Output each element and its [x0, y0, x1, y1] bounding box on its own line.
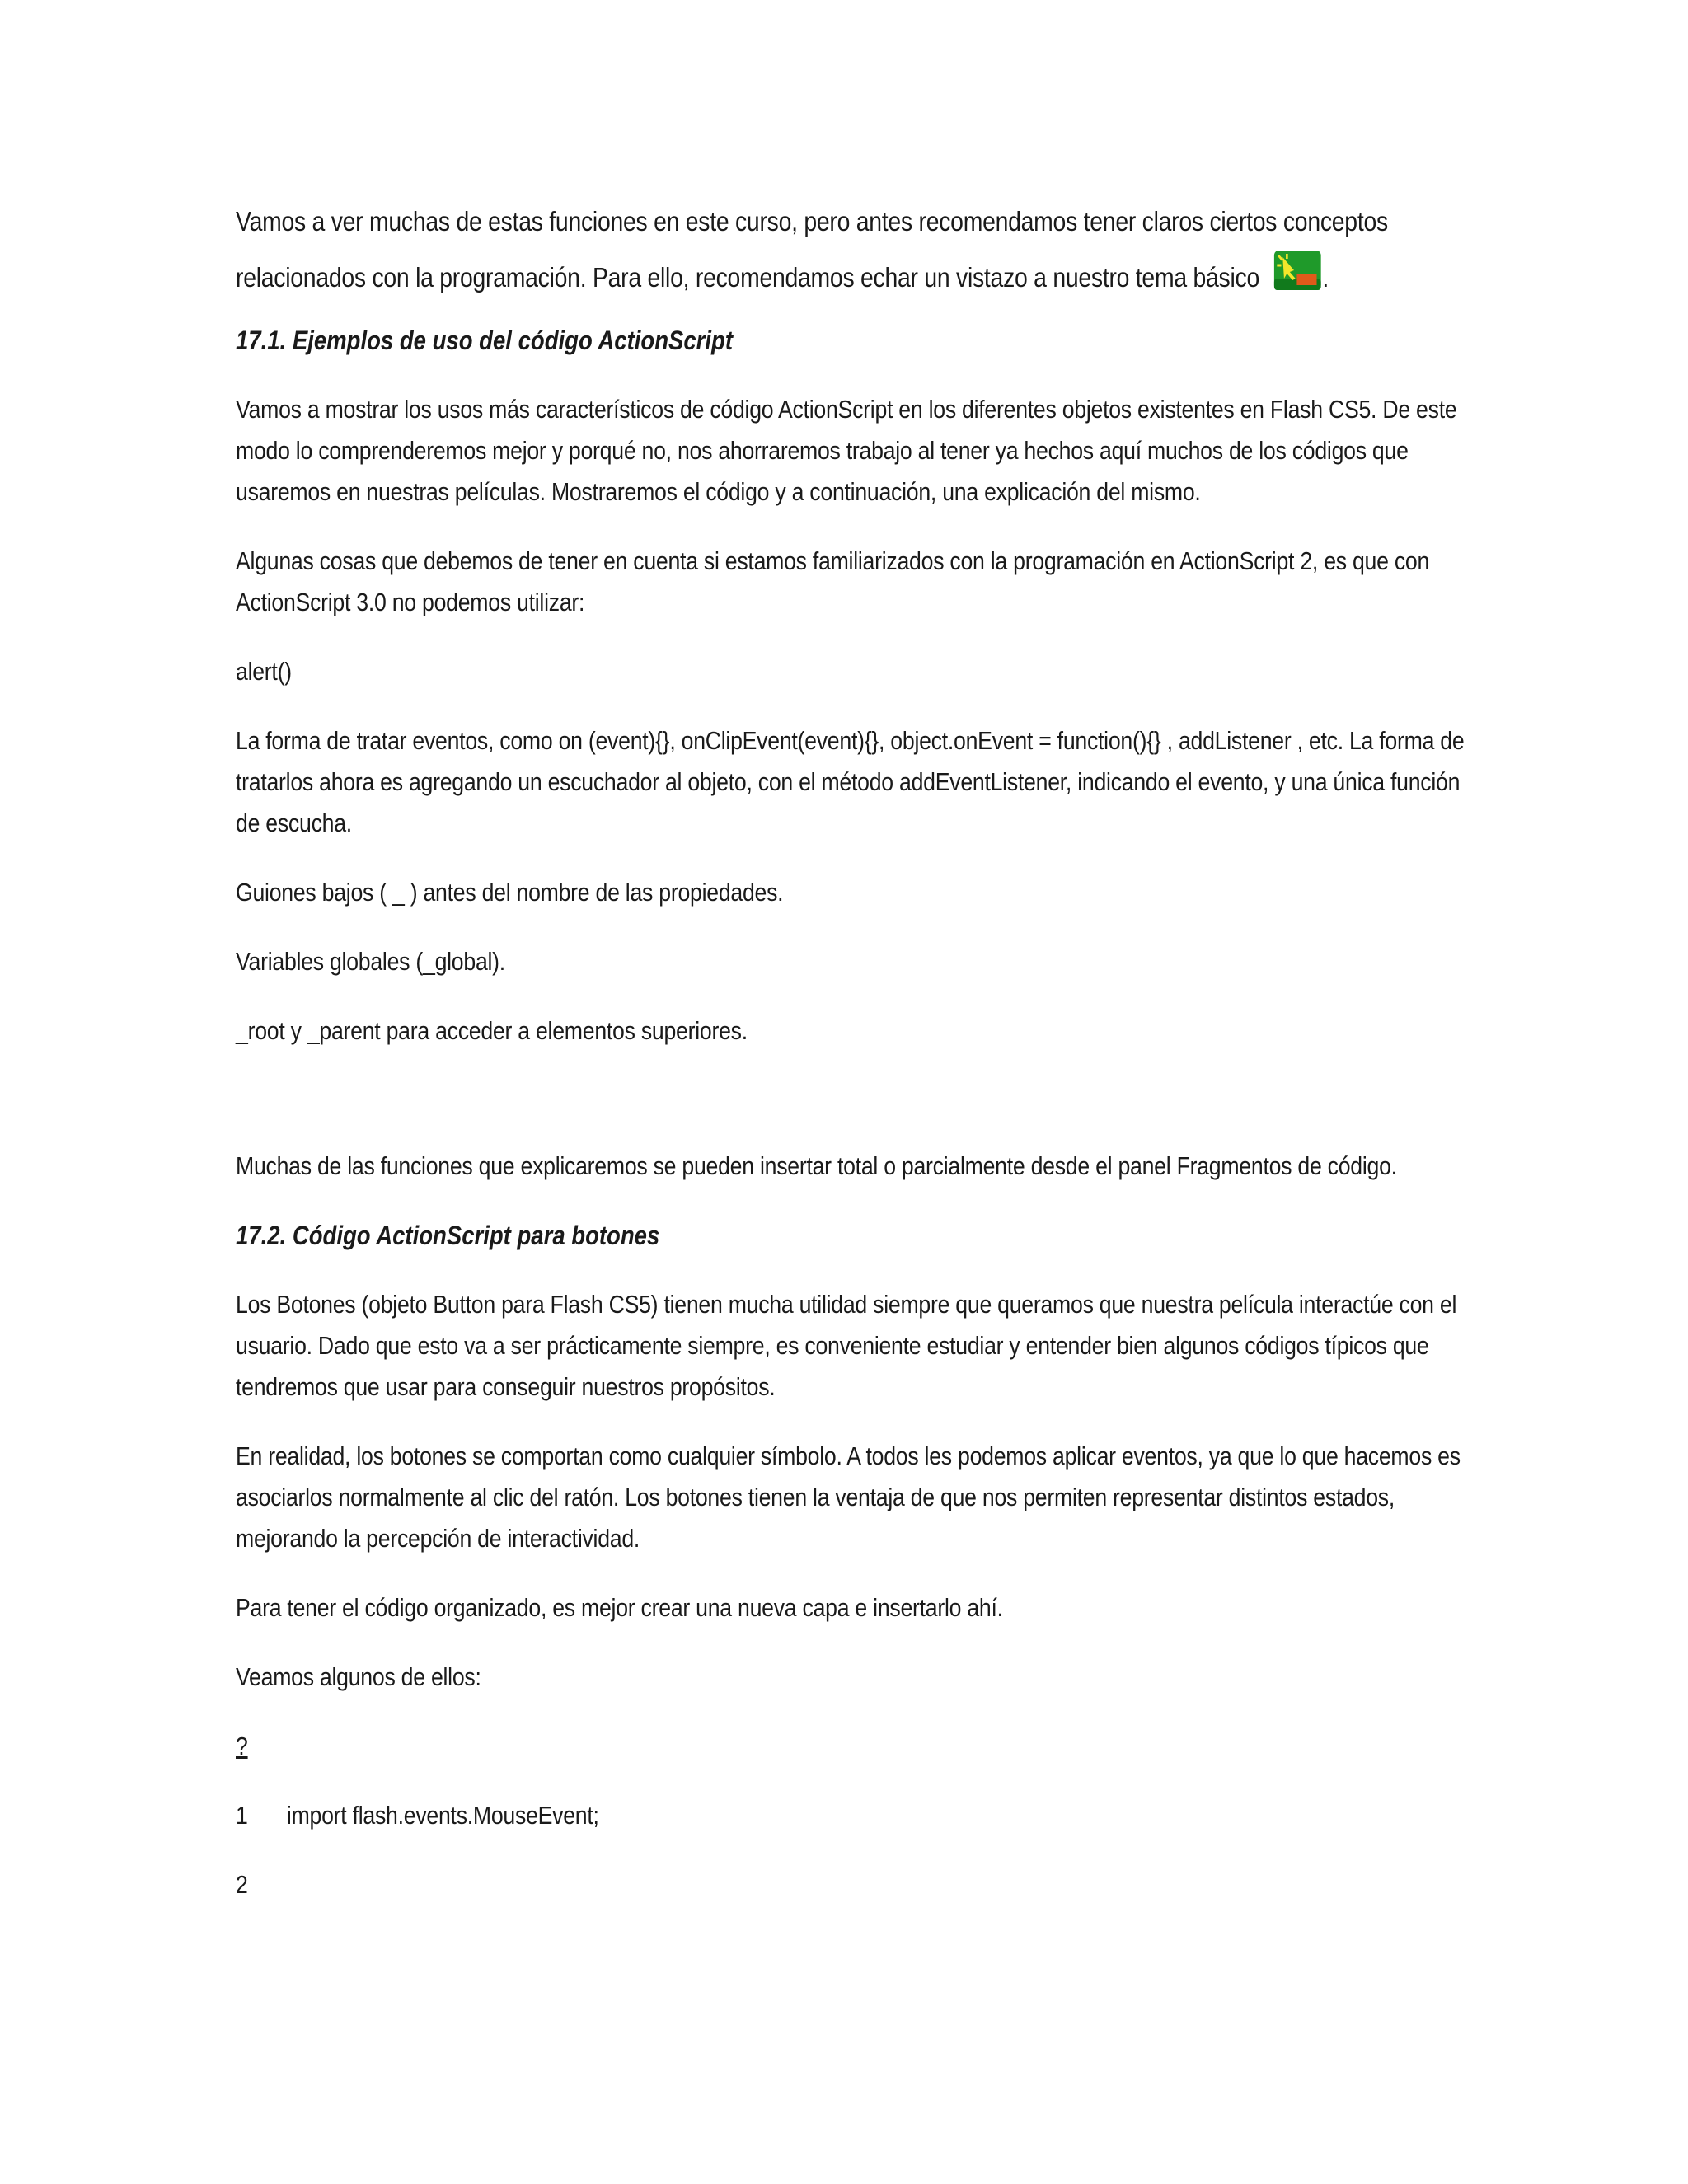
paragraph: Los Botones (objeto Button para Flash CS5) tienen mucha utilidad siempre que queramos que nuestra película interactúe con el usuario. Dado que esto va a ser prácticamente siempre, es conveniente estudiar y entender bien algunos códigos típicos que tendremos que usar para conseguir nuestros propósitos. [236, 1290, 1457, 1401]
intro-line-2-end: . [1322, 262, 1329, 293]
paragraph: _root y _parent para acceder a elementos superiores. [236, 1016, 748, 1045]
intro-line-1: Vamos a ver muchas de estas funciones en este curso, pero antes recomendamos tener claros ciertos conceptos [236, 206, 1388, 237]
paragraph: Veamos algunos de ellos: [236, 1662, 481, 1691]
code-line-number: 1 [236, 1801, 248, 1830]
code-line [236, 1864, 1469, 1905]
paragraph: alert() [236, 657, 292, 686]
section-heading-2: 17.2. Código ActionScript para botones [236, 1221, 660, 1250]
paragraph: Para tener el código organizado, es mejor crear una nueva capa e insertarlo ahí. [236, 1593, 1003, 1622]
paragraph: En realidad, los botones se comportan como cualquier símbolo. A todos les podemos aplicar eventos, ya que lo que hacemos es asociarlos normalmente al clic del ratón. Los botones tienen la ventaja de que nos permiten representar distintos estados, mejorando la percepción de interactividad. [236, 1441, 1461, 1553]
code-line [236, 1795, 1469, 1836]
basic-topic-link-icon[interactable] [1273, 249, 1322, 292]
document-page [236, 194, 1472, 1933]
intro-paragraph [236, 194, 1469, 305]
code-help-link[interactable]: ? [236, 1732, 248, 1760]
paragraph: La forma de tratar eventos, como on (event){}, onClipEvent(event){}, object.onEvent = function(){} , addListener , etc. La forma de tratarlos ahora es agregando un escuchador al objeto, con el método addEventListener, indicando el evento, y una única función de escucha. [236, 726, 1465, 837]
paragraph: Guiones bajos ( _ ) antes del nombre de las propiedades. [236, 878, 784, 907]
intro-line-2: relacionados con la programación. Para ello, recomendamos echar un vistazo a nuestro tema básico [236, 262, 1259, 293]
paragraph: Muchas de las funciones que explicaremos se pueden insertar total o parcialmente desde el panel Fragmentos de código. [236, 1151, 1397, 1180]
spacer [236, 1080, 1472, 1146]
paragraph: Variables globales (_global). [236, 947, 505, 976]
paragraph: Algunas cosas que debemos de tener en cuenta si estamos familiarizados con la programación en ActionScript 2, es que con ActionScript 3.0 no podemos utilizar: [236, 546, 1430, 616]
code-line-text: import flash.events.MouseEvent; [286, 1801, 599, 1830]
code-line-number: 2 [236, 1870, 248, 1899]
paragraph: Vamos a mostrar los usos más característicos de código ActionScript en los diferentes objetos existentes en Flash CS5. De este modo lo comprenderemos mejor y porqué no, nos ahorraremos trabajo al tener ya hechos aquí muchos de los códigos que usaremos en nuestras películas. Mostraremos el código y a continuación, una explicación del mismo. [236, 395, 1457, 506]
section-heading-1: 17.1. Ejemplos de uso del código ActionScript [236, 326, 734, 355]
